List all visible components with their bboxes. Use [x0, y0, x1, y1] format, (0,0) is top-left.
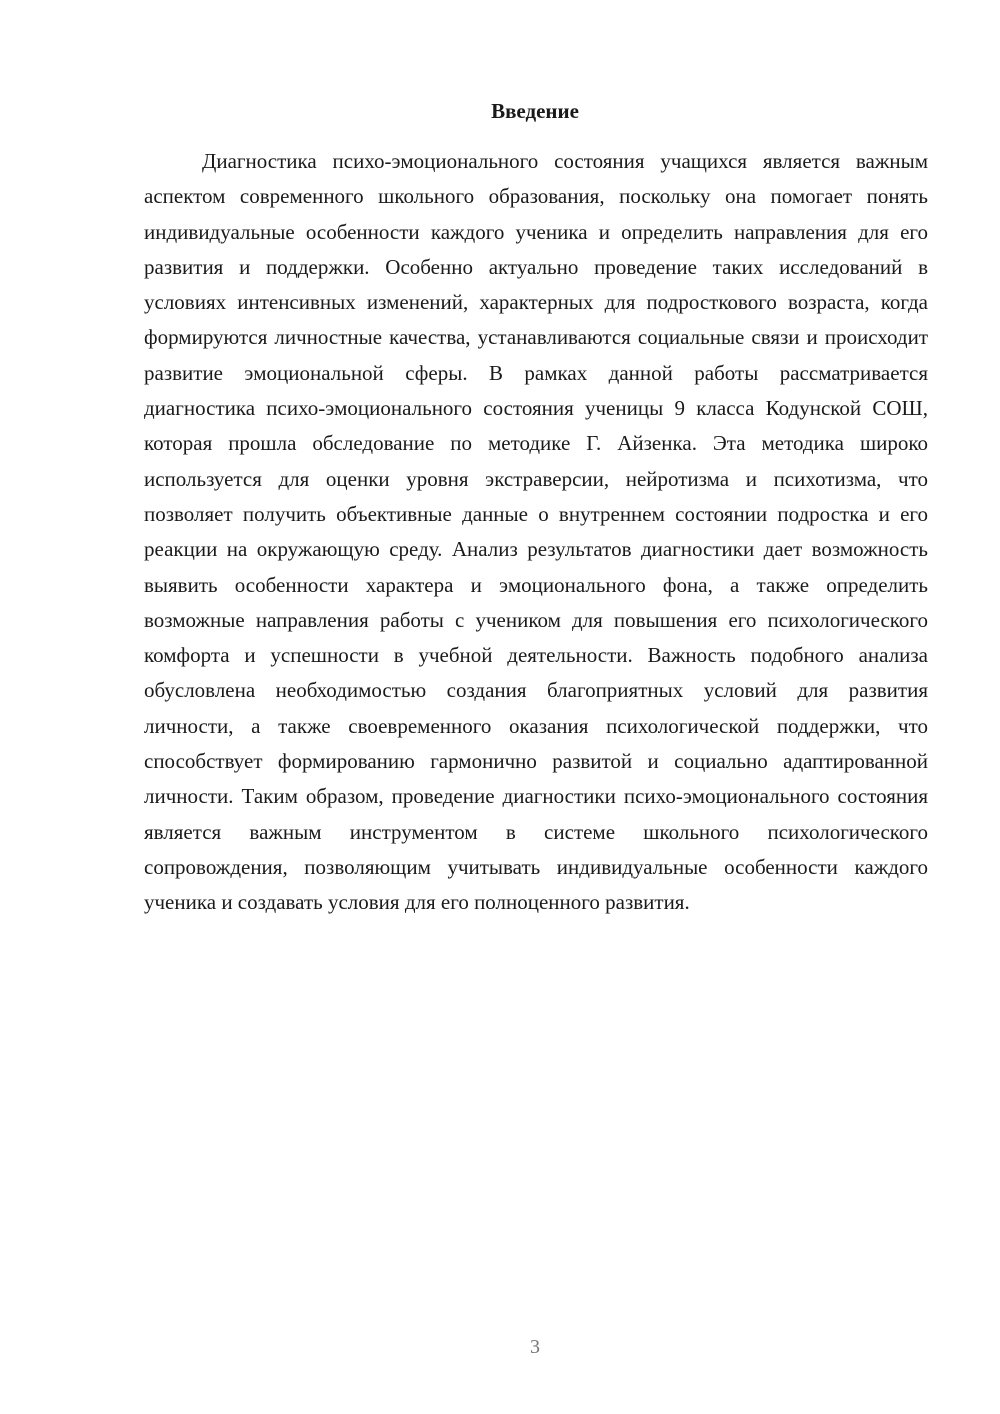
section-heading: Введение [491, 99, 579, 123]
introduction-paragraph: Диагностика психо-эмоционального состояния учащихся является важным аспектом современного школьного образования, поскольку она помогает понять индивидуальные особенности каждого ученика и определить направления для его развития и поддержки. Особенно актуально проведение таких исследований в условиях интенсивных изменений, характерных для подросткового возраста, когда формируются личностные качества, устанавливаются социальные связи и происходит развитие эмоциональной сферы. В рамках данной работы рассматривается диагностика психо-эмоционального состояния ученицы 9 класса Кодунской СОШ, которая прошла обследование по методике Г. Айзенка. Эта методика широко используется для оценки уровня экстраверсии, нейротизма и психотизма, что позволяет получить объективные данные о внутреннем состоянии подростка и его реакции на окружающую среду. Анализ результатов диагностики дает возможность выявить особенности характера и эмоционального фона, а также определить возможные направления работы с учеником для повышения его психологического комфорта и успешности в учебной деятельности. Важность подобного анализа обусловлена необходимостью создания благоприятных условий для развития личности, а также своевременного оказания психологической поддержки, что способствует формированию гармонично развитой и социально адаптированной личности. Таким образом, проведение диагностики психо-эмоционального состояния является важным инструментом в системе школьного психологического сопровождения, позволяющим учитывать индивидуальные особенности каждого ученика и создавать условия для его полноценного развития. [144, 149, 928, 915]
page-number: 3 [530, 1336, 540, 1358]
